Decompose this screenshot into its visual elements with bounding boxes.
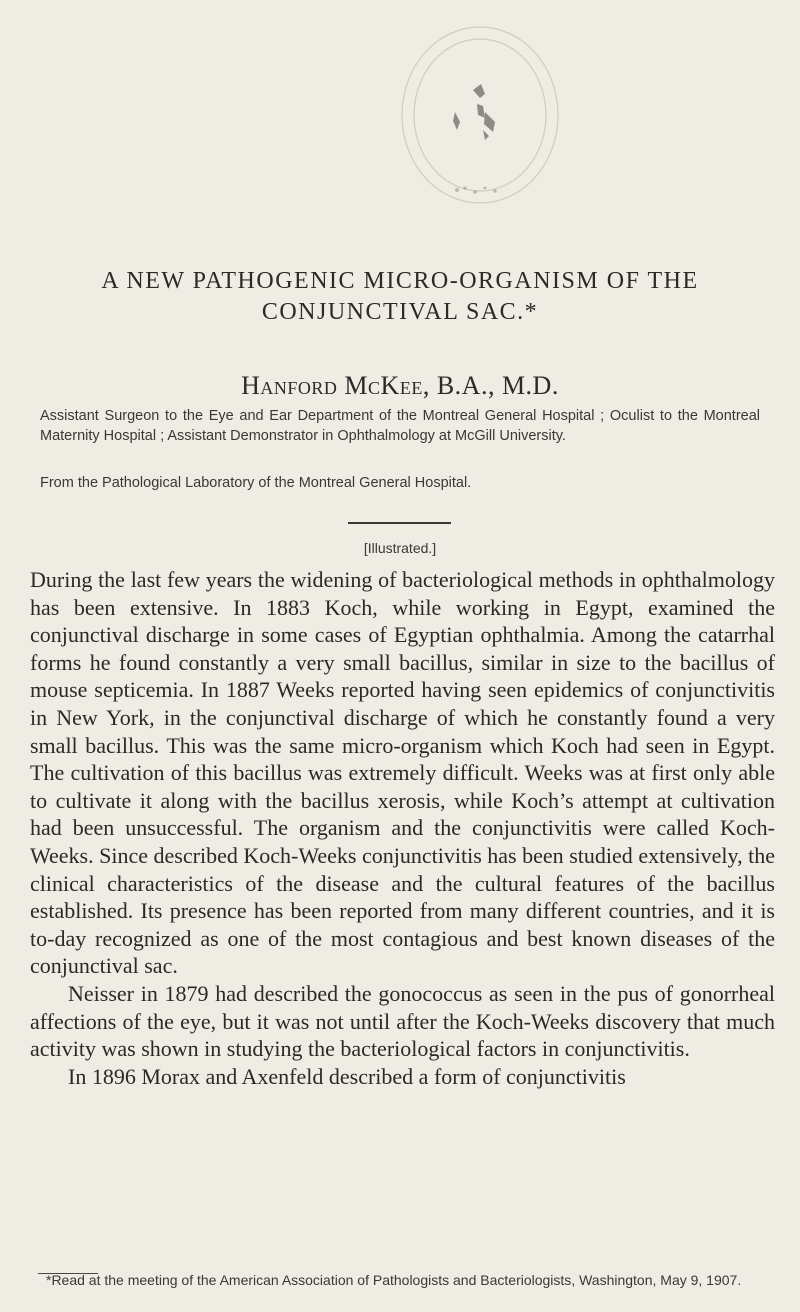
article-body [30, 566, 775, 1090]
library-stamp [395, 20, 565, 210]
illustrated-note: [Illustrated.] [363, 540, 437, 556]
section-divider [348, 522, 451, 524]
body-paragraph: During the last few years the widening of bacteriological methods in ophthalmology has been extensive. In 1883 Koch, while working in Egypt, examined the conjunctival discharge in some cases of Egyptian ophthalmia. Among the catarrhal forms he found constantly a very small bacillus, similar in size to the bacillus of mouse septicemia. In 1887 Weeks reported having seen epidemics of conjunctivitis in New York, in the conjunctival discharge of which he constantly found a very small bacillus. This was the same micro-organism which Koch had seen in Egypt. The cultivation of this bacillus was extremely difficult. Weeks was at first only able to cultivate it along with the bacillus xerosis, while Koch’s attempt at cultivation had been unsuccessful. The organism and the conjunctivitis were called Koch-Weeks. Since described Koch-Weeks conjunctivitis has been studied extensively, the clinical characteristics of the disease and the cultural features of the bacillus established. Its presence has been reported from many different countries, and it is to-day recognized as one of the most contagious and best known diseases of the conjunctival sac. [30, 567, 775, 979]
body-paragraph: In 1896 Morax and Axenfeld described a form of conjunctivitis [68, 1063, 626, 1089]
article-title-line-2: CONJUNCTIVAL SAC.* [261, 299, 539, 325]
footnote: *Read at the meeting of the American Association of Pathologists and Bacteriologists, Washington, May 9, 1907. [46, 1272, 742, 1288]
body-paragraph: Neisser in 1879 had described the gonococcus as seen in the pus of gonorrheal affections of the eye, but it was not until after the Koch-Weeks discovery that much activity was shown in studying the bacteriological factors in conjunctivitis. [30, 980, 775, 1062]
author-affiliation: Assistant Surgeon to the Eye and Ear Department of the Montreal General Hospital ; Oculist to the Montreal Maternity Hospital ; Assistant Demonstrator in Ophthalmology at McGill University. [40, 408, 760, 444]
article-title-line-1: A NEW PATHOGENIC MICRO-ORGANISM OF THE [101, 268, 699, 294]
author-name: Hanford McKee, B.A., M.D. [241, 371, 559, 400]
laboratory-note: From the Pathological Laboratory of the Montreal General Hospital. [40, 475, 472, 491]
